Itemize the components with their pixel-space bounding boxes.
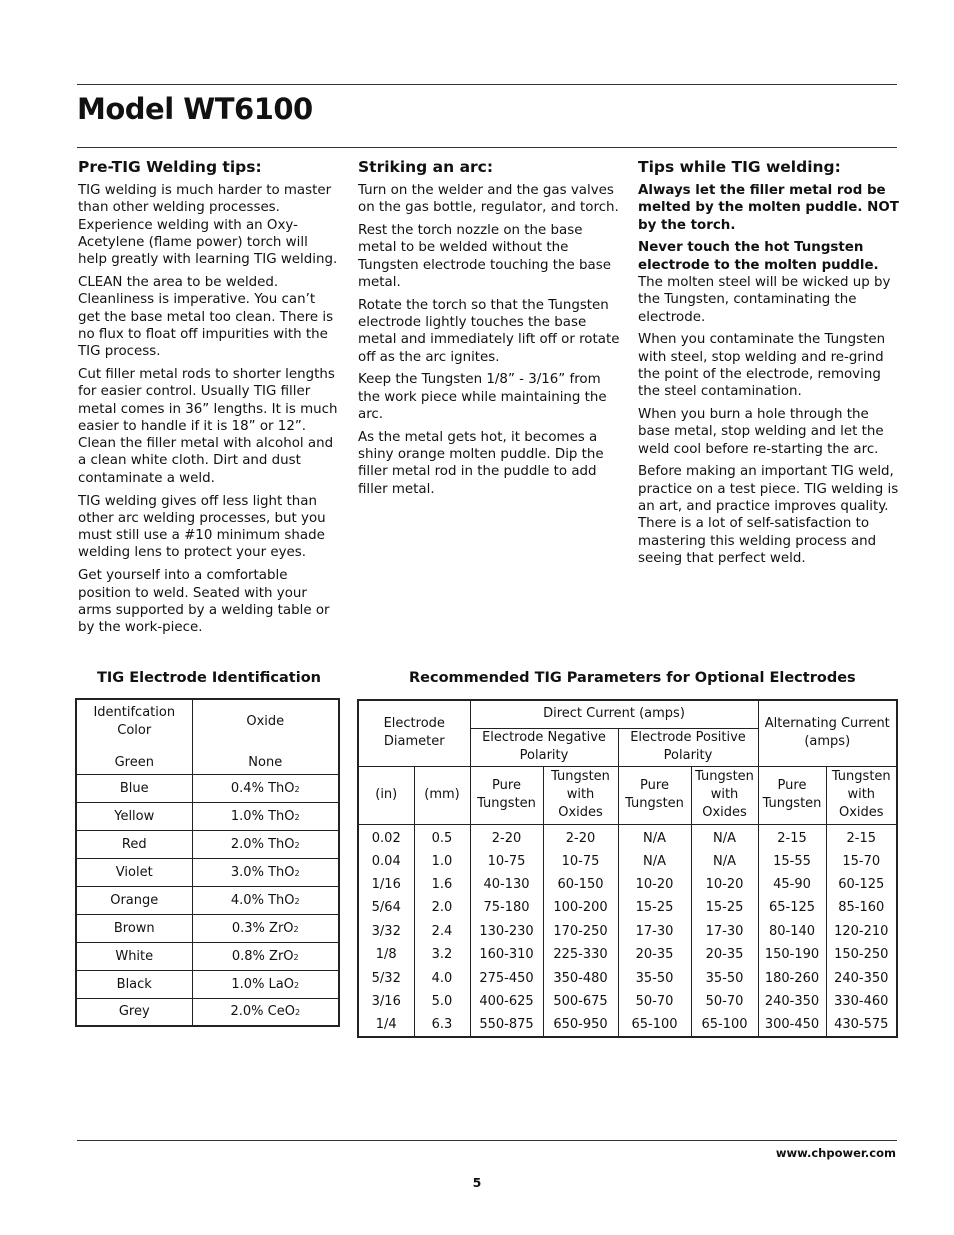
table-cell: 65-125 — [758, 896, 826, 919]
oxide-subscript: 2 — [293, 924, 299, 934]
table-row — [76, 914, 339, 942]
table-cell: 4.0 — [414, 966, 470, 989]
table-row — [76, 744, 339, 774]
table-cell: 330-460 — [826, 990, 897, 1013]
table-header-row — [76, 699, 339, 744]
pre-tig-paragraph: Cut filler metal rods to shorter lengths for easier control. Usually TIG filler metal comes in 36” lengths. It is much easier to handle if it is 18” or 12”. Clean the filler metal with alcohol and a clean white cloth. Dirt and dust contaminate a weld. — [78, 366, 338, 486]
header-cell: Tungsten with Oxides — [691, 766, 758, 824]
tips-bold-text: Always let the filler metal rod be melted by the molten puddle. NOT by the torch. — [638, 183, 899, 233]
tips-paragraph: When you contaminate the Tungsten with steel, stop welding and re-grind the point of the electrode, removing the steel contamination. — [638, 332, 886, 400]
pre-tig-paragraph: TIG welding is much harder to master than other welding processes. Experience welding with an Oxy-Acetylene (flame power) torch will help greatly with learning TIG welding. — [78, 183, 338, 268]
table-cell: 10-75 — [470, 850, 543, 873]
table-cell: 45-90 — [758, 873, 826, 896]
table-cell: 60-150 — [543, 873, 618, 896]
pre-tig-paragraph: CLEAN the area to be welded. Cleanliness is imperative. You can’t get the base metal too clean. There is no flux to float off impurities with the TIG process. — [78, 274, 334, 360]
oxide-text: 0.3% ZrO — [231, 920, 294, 936]
table-cell: 350-480 — [543, 966, 618, 989]
table-row — [358, 850, 897, 873]
table-cell: 10-20 — [618, 873, 691, 896]
striking-paragraph: Rest the torch nozzle on the base metal to be welded without the Tungsten electrode touching the base metal. — [358, 223, 611, 290]
header-cell: Tungsten with Oxides — [543, 766, 618, 824]
oxide-cell — [192, 998, 339, 1026]
table-cell: 3.2 — [414, 943, 470, 966]
table-cell: 40-130 — [470, 873, 543, 896]
color-cell: Blue — [76, 774, 192, 802]
striking-arc-column — [358, 158, 620, 504]
tig-parameters-table — [357, 699, 898, 1038]
footer-rule — [77, 1140, 897, 1141]
oxide-subscript: 2 — [294, 868, 300, 878]
table-cell: N/A — [618, 850, 691, 873]
table-cell: 2-20 — [470, 824, 543, 850]
table-row — [358, 896, 897, 919]
table-row — [358, 1013, 897, 1037]
table-cell: 5/32 — [358, 966, 414, 989]
table-cell: 1.6 — [414, 873, 470, 896]
title-rule — [77, 147, 897, 148]
oxide-subscript: 2 — [293, 952, 299, 962]
table-cell: 6.3 — [414, 1013, 470, 1037]
header-cell: (mm) — [414, 766, 470, 824]
pre-tig-paragraph: Get yourself into a comfortable position to weld. Seated with your arms supported by a welding table or by the work-piece. — [78, 568, 330, 636]
tips-paragraph: When you burn a hole through the base metal, stop welding and let the weld cool before re-starting the arc. — [638, 407, 884, 457]
table-cell: 2-20 — [543, 824, 618, 850]
oxide-text: 0.4% ThO — [230, 780, 295, 796]
table-cell: 1/4 — [358, 1013, 414, 1037]
striking-paragraph: Turn on the welder and the gas valves on the gas bottle, regulator, and torch. — [358, 183, 619, 216]
color-cell: Orange — [76, 886, 192, 914]
table-cell: 0.02 — [358, 824, 414, 850]
oxide-cell — [192, 774, 339, 802]
table-cell: 50-70 — [691, 990, 758, 1013]
table-cell: 20-35 — [618, 943, 691, 966]
table-row — [76, 774, 339, 802]
color-cell: Brown — [76, 914, 192, 942]
oxide-text: 1.0% ThO — [230, 808, 295, 824]
table-cell: 5/64 — [358, 896, 414, 919]
oxide-cell — [192, 858, 339, 886]
striking-paragraph: As the metal gets hot, it becomes a shiny orange molten puddle. Dip the filler metal rod in the puddle to add filler metal. — [358, 429, 604, 497]
table-cell: 400-625 — [470, 990, 543, 1013]
table-cell: 65-100 — [691, 1013, 758, 1037]
oxide-subscript: 2 — [294, 784, 300, 794]
table-cell: 85-160 — [826, 896, 897, 919]
table-cell: 430-575 — [826, 1013, 897, 1037]
table-cell: 100-200 — [543, 896, 618, 919]
oxide-subscript: 2 — [294, 840, 300, 850]
striking-paragraph: Rotate the torch so that the Tungsten electrode lightly touches the base metal and immediately lift off or rotate off as the arc ignites. — [358, 297, 620, 365]
table-cell: 225-330 — [543, 943, 618, 966]
table-cell: 150-190 — [758, 943, 826, 966]
tips-bold-text: Never touch the hot Tungsten electrode to the molten puddle. — [638, 240, 879, 273]
table-cell: 150-250 — [826, 943, 897, 966]
table-cell: 2-15 — [826, 824, 897, 850]
oxide-text: 1.0% LaO — [231, 976, 294, 992]
table-cell: 1/8 — [358, 943, 414, 966]
table-cell: 180-260 — [758, 966, 826, 989]
table-cell: 3/32 — [358, 920, 414, 943]
table-cell: 50-70 — [618, 990, 691, 1013]
table-row — [76, 858, 339, 886]
table-cell: 20-35 — [691, 943, 758, 966]
table-row — [76, 998, 339, 1026]
table-cell: 17-30 — [618, 920, 691, 943]
footer-url: www.chpower.com — [775, 1146, 896, 1160]
table-cell: 2-15 — [758, 824, 826, 850]
pre-tig-paragraph: TIG welding gives off less light than other arc welding processes, but you must still use a #10 minimum shade welding lens to protect your eyes. — [78, 493, 326, 561]
table-row — [76, 802, 339, 830]
table-cell: 300-450 — [758, 1013, 826, 1037]
table-cell: 120-210 — [826, 920, 897, 943]
table-cell: 35-50 — [691, 966, 758, 989]
oxide-subscript: 2 — [294, 980, 300, 990]
pre-tig-tips-column — [78, 158, 340, 642]
table-cell: 160-310 — [470, 943, 543, 966]
table-cell: 650-950 — [543, 1013, 618, 1037]
table-cell: 3/16 — [358, 990, 414, 1013]
header-cell: Identifcation Color — [76, 699, 192, 744]
table-cell: 275-450 — [470, 966, 543, 989]
table-row — [358, 990, 897, 1013]
table-cell: 15-70 — [826, 850, 897, 873]
table-row — [76, 886, 339, 914]
table-cell: 2.0 — [414, 896, 470, 919]
oxide-cell — [192, 744, 339, 774]
oxide-subscript: 2 — [294, 896, 300, 906]
table-cell: 65-100 — [618, 1013, 691, 1037]
table-row — [358, 920, 897, 943]
oxide-cell — [192, 830, 339, 858]
oxide-subscript: 2 — [294, 1008, 301, 1018]
table-row — [358, 873, 897, 896]
pre-tig-heading: Pre-TIG Welding tips: — [78, 158, 262, 176]
table-cell: 10-20 — [691, 873, 758, 896]
header-cell: Oxide — [246, 714, 285, 729]
table-header-row — [358, 700, 897, 728]
table-cell: 170-250 — [543, 920, 618, 943]
oxide-cell — [192, 970, 339, 998]
header-cell: Alternating Current (amps) — [758, 700, 897, 766]
color-cell: Green — [76, 744, 192, 774]
oxide-text: 2.0% CeO — [230, 1004, 295, 1020]
table-cell: 1/16 — [358, 873, 414, 896]
header-cell: Direct Current (amps) — [470, 700, 758, 728]
color-cell: Grey — [76, 998, 192, 1026]
params-caption: Recommended TIG Parameters for Optional Electrodes — [409, 670, 856, 686]
electrode-id-table — [75, 698, 340, 1027]
oxide-cell — [192, 942, 339, 970]
table-cell: 17-30 — [691, 920, 758, 943]
oxide-text: 0.8% ZrO — [231, 948, 294, 964]
oxide-cell — [192, 802, 339, 830]
tips-paragraph: Before making an important TIG weld, practice on a test piece. TIG welding is an art, and practice improves quality. There is a lot of self-satisfaction to mastering this welding process and seeing that perfect weld. — [638, 464, 899, 566]
table-row — [76, 970, 339, 998]
table-cell: 1.0 — [414, 850, 470, 873]
color-cell: Violet — [76, 858, 192, 886]
page-title: Model WT6100 — [77, 92, 313, 126]
header-cell: Tungsten with Oxides — [826, 766, 897, 824]
header-cell: Electrode Negative Polarity — [470, 728, 618, 766]
table-row — [76, 942, 339, 970]
tips-column — [638, 158, 900, 573]
table-cell: 2.4 — [414, 920, 470, 943]
header-cell: Pure Tungsten — [758, 766, 826, 824]
table-cell: 75-180 — [470, 896, 543, 919]
table-cell: 15-25 — [618, 896, 691, 919]
table-cell: 15-55 — [758, 850, 826, 873]
electrode-id-caption: TIG Electrode Identification — [97, 670, 321, 686]
color-cell: White — [76, 942, 192, 970]
header-cell: (in) — [358, 766, 414, 824]
oxide-text: 2.0% ThO — [230, 836, 295, 852]
table-cell: 80-140 — [758, 920, 826, 943]
table-cell: 60-125 — [826, 873, 897, 896]
table-row — [358, 943, 897, 966]
oxide-text: 4.0% ThO — [230, 892, 295, 908]
table-cell: 240-350 — [758, 990, 826, 1013]
oxide-cell — [192, 886, 339, 914]
oxide-text: None — [248, 755, 283, 771]
tips-paragraph — [638, 182, 900, 234]
striking-paragraph: Keep the Tungsten 1/8” - 3/16” from the work piece while maintaining the arc. — [358, 372, 607, 423]
table-cell: N/A — [691, 824, 758, 850]
table-cell: 5.0 — [414, 990, 470, 1013]
page-number: 5 — [472, 1175, 482, 1190]
oxide-cell — [192, 914, 339, 942]
header-cell: Pure Tungsten — [470, 766, 543, 824]
table-cell: 0.5 — [414, 824, 470, 850]
striking-heading: Striking an arc: — [358, 158, 494, 176]
oxide-subscript: 2 — [294, 812, 300, 822]
oxide-text: 3.0% ThO — [230, 864, 295, 880]
tips-heading: Tips while TIG welding: — [638, 158, 841, 176]
table-row — [358, 824, 897, 850]
header-cell: Pure Tungsten — [618, 766, 691, 824]
table-cell: N/A — [618, 824, 691, 850]
table-cell: 0.04 — [358, 850, 414, 873]
table-cell: 500-675 — [543, 990, 618, 1013]
top-rule — [77, 84, 897, 85]
table-cell: 550-875 — [470, 1013, 543, 1037]
table-row — [76, 830, 339, 858]
color-cell: Yellow — [76, 802, 192, 830]
table-header-row — [358, 766, 897, 824]
table-cell: N/A — [691, 850, 758, 873]
color-cell: Red — [76, 830, 192, 858]
header-cell: Electrode Diameter — [358, 700, 470, 766]
header-cell: Electrode Positive Polarity — [618, 728, 758, 766]
table-cell: 10-75 — [543, 850, 618, 873]
color-cell: Black — [76, 970, 192, 998]
table-cell: 35-50 — [618, 966, 691, 989]
table-cell: 240-350 — [826, 966, 897, 989]
tips-paragraph — [638, 239, 900, 325]
table-cell: 15-25 — [691, 896, 758, 919]
tips-text: The molten steel will be wicked up by the Tungsten, contaminating the electrode. — [638, 274, 891, 325]
table-row — [358, 966, 897, 989]
table-cell: 130-230 — [470, 920, 543, 943]
